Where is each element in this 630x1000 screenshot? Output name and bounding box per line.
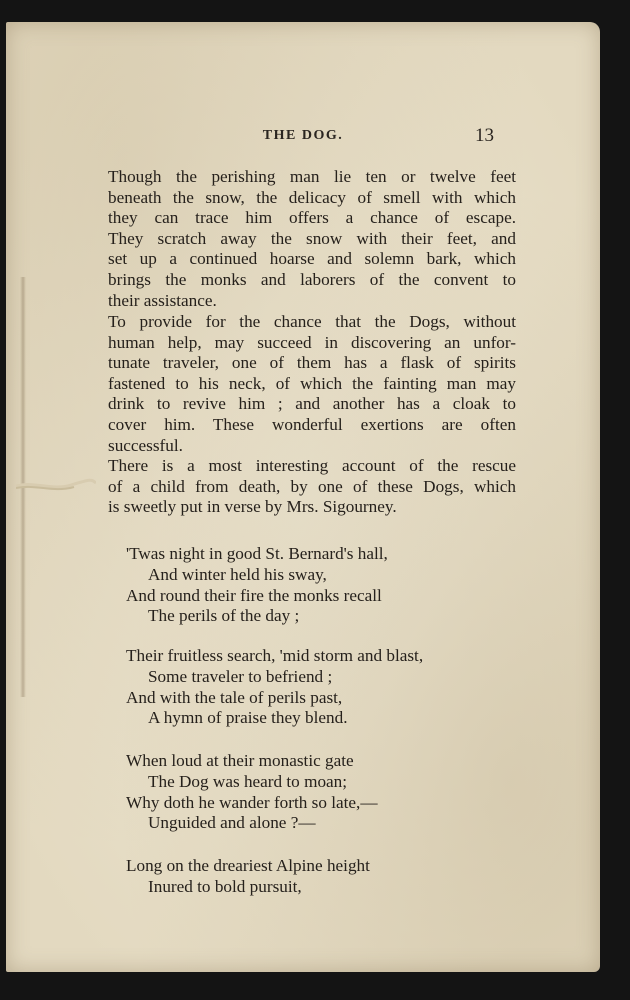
text-line: human help, may succeed in discovering an unfor- xyxy=(108,332,516,352)
text-line: successful. xyxy=(108,435,183,455)
binding-thread xyxy=(16,477,96,495)
poem-line: When loud at their monastic gate xyxy=(126,751,354,770)
poem-line: A hymn of praise they blend. xyxy=(148,708,348,728)
poem-line: Unguided and alone ?— xyxy=(148,813,316,833)
poem-line: The Dog was heard to moan; xyxy=(148,771,348,791)
text-line: of a child from death, by one of these Dogs, which xyxy=(108,476,516,496)
text-line: To provide for the chance that the Dogs, without xyxy=(108,312,516,331)
poem-line: And winter held his sway, xyxy=(148,564,327,584)
poem-line: Long on the dreariest Alpine height xyxy=(126,856,370,875)
text-line: Though the perishing man lie ten or twelve feet xyxy=(108,167,516,186)
text-line: is sweetly put in verse by Mrs. Sigourney. xyxy=(108,497,397,517)
poem-line: Their fruitless search, 'mid storm and blast, xyxy=(126,646,424,665)
poem-stanza-1 xyxy=(126,544,526,627)
running-head: THE DOG. xyxy=(262,128,344,143)
poem-stanza-4 xyxy=(126,856,526,898)
text-line: brings the monks and laborers of the convent to xyxy=(108,269,516,289)
text-line: beneath the snow, the delicacy of smell with which xyxy=(108,187,516,207)
text-line: set up a continued hoarse and solemn bark, which xyxy=(108,249,516,269)
paragraph-3 xyxy=(86,456,516,518)
text-line: There is a most interesting account of the rescue xyxy=(108,456,516,475)
text-line: their assistance. xyxy=(108,290,217,310)
book-page xyxy=(6,22,600,972)
poem-line: The perils of the day ; xyxy=(148,606,300,626)
text-line: they can trace him offers a chance of escape. xyxy=(108,208,516,228)
paragraph-1 xyxy=(86,167,516,311)
poem-stanza-2 xyxy=(126,646,526,729)
poem-stanza-3 xyxy=(126,751,526,834)
paragraph-2 xyxy=(86,312,516,456)
text-line: They scratch away the snow with their feet, and xyxy=(108,228,516,248)
poem-line: 'Twas night in good St. Bernard's hall, xyxy=(126,544,388,563)
text-line: fastened to his neck, of which the fainting man may xyxy=(108,373,516,393)
poem-line: Why doth he wander forth so late,— xyxy=(126,792,378,812)
poem-line: And round their fire the monks recall xyxy=(126,585,382,605)
text-line: cover him. These wonderful exertions are often xyxy=(108,414,516,434)
text-line: tunate traveler, one of them has a flask of spirits xyxy=(108,353,516,373)
poem-line: Some traveler to befriend ; xyxy=(148,666,333,686)
poem-line: Inured to bold pursuit, xyxy=(148,876,302,896)
page-number: 13 xyxy=(475,125,494,146)
text-line: drink to revive him ; and another has a cloak to xyxy=(108,394,516,414)
poem-line: And with the tale of perils past, xyxy=(126,687,343,707)
